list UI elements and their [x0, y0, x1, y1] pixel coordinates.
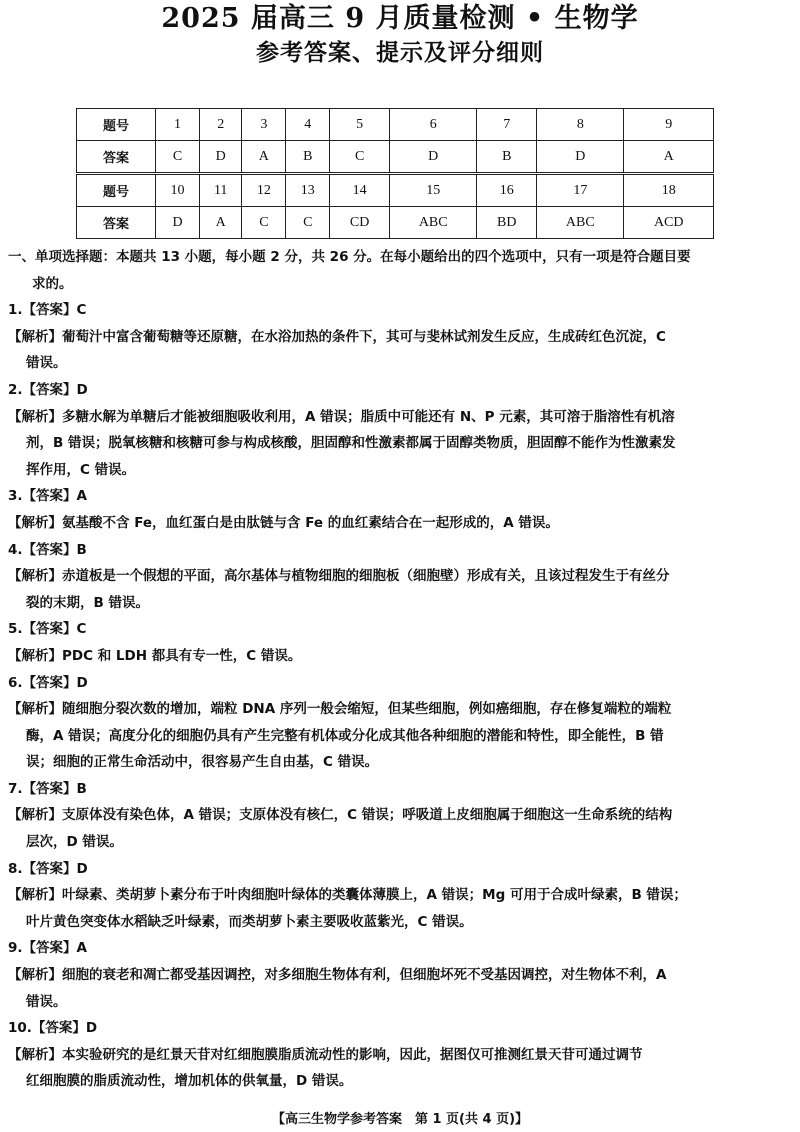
row-label: 答案 [77, 141, 156, 174]
table-cell-number: 1 [156, 109, 200, 141]
explanation-line: 层次，D 错误。 [26, 834, 123, 851]
answer-line: 3.【答案】A [8, 488, 87, 505]
table-cell-answer: B [477, 141, 537, 174]
page-subtitle: 参考答案、提示及评分细则 [256, 39, 544, 66]
table-cell-answer: D [156, 207, 200, 239]
answer-line: 4.【答案】B [8, 541, 87, 558]
explanation-line: 【解析】随细胞分裂次数的增加，端粒 DNA 序列一般会缩短，但某些细胞，例如癌细胞，存在修复端粒的端粒 [8, 701, 672, 718]
explanation-line: 误；细胞的正常生命活动中，很容易产生自由基，C 错误。 [26, 754, 379, 771]
explanation-line: 错误。 [26, 993, 67, 1010]
answer-line: 8.【答案】D [8, 860, 88, 877]
table-cell-answer: ABC [537, 207, 624, 239]
content [8, 244, 784, 1095]
table-cell-answer: C [156, 141, 200, 174]
table-cell-number: 15 [390, 174, 477, 207]
page-title: 2025 届高三 9 月质量检测 • 生物学 [161, 3, 639, 34]
explanation-line: 裂的末期，B 错误。 [26, 594, 149, 611]
explanation-line: 红细胞膜的脂质流动性，增加机体的供氧量，D 错误。 [26, 1073, 353, 1090]
table-cell-answer: ABC [390, 207, 477, 239]
explanation-line: 【解析】多糖水解为单糖后才能被细胞吸收利用，A 错误；脂质中可能还有 N、P 元素，其可溶于脂溶性有机溶 [8, 408, 675, 425]
table-cell-answer: D [390, 141, 477, 174]
table-cell-number: 7 [477, 109, 537, 141]
table-cell-number: 9 [624, 109, 714, 141]
table-cell-answer: A [242, 141, 286, 174]
table-cell-answer: D [200, 141, 242, 174]
table-cell-answer: BD [477, 207, 537, 239]
table-cell-answer: ACD [624, 207, 714, 239]
row-label: 答案 [77, 207, 156, 239]
row-label: 题号 [77, 174, 156, 207]
table-cell-number: 17 [537, 174, 624, 207]
answer-line: 2.【答案】D [8, 381, 88, 398]
explanation-line: 叶片黄色突变体水稻缺乏叶绿素，而类胡萝卜素主要吸收蓝紫光，C 错误。 [26, 913, 473, 930]
table-cell-answer: B [286, 141, 330, 174]
explanation-line: 【解析】支原体没有染色体，A 错误；支原体没有核仁，C 错误；呼吸道上皮细胞属于细胞这一生命系统的结构 [8, 807, 673, 824]
section-heading-cont: 求的。 [32, 275, 73, 292]
table-cell-answer: D [537, 141, 624, 174]
table-cell-answer: A [200, 207, 242, 239]
answer-table [76, 108, 714, 239]
table-cell-number: 18 [624, 174, 714, 207]
table-cell-answer: CD [330, 207, 390, 239]
explanation-line: 酶，A 错误；高度分化的细胞仍具有产生完整有机体或分化成其他各种细胞的潜能和特性，即全能性，B 错 [26, 727, 664, 744]
explanation-line: 剂，B 错误；脱氧核糖和核糖可参与构成核酸，胆固醇和性激素都属于固醇类物质，胆固醇不能作为性激素发 [26, 435, 676, 452]
table-cell-number: 5 [330, 109, 390, 141]
answer-line: 9.【答案】A [8, 940, 87, 957]
answer-line: 1.【答案】C [8, 302, 87, 319]
explanation-line: 【解析】葡萄汁中富含葡萄糖等还原糖，在水浴加热的条件下，其可与斐林试剂发生反应，生成砖红色沉淀，C [8, 328, 666, 345]
answer-line: 10.【答案】D [8, 1020, 98, 1037]
table-cell-answer: C [242, 207, 286, 239]
explanation-line: 错误。 [26, 355, 67, 372]
explanation-line: 挥作用，C 错误。 [26, 461, 136, 478]
table-cell-number: 10 [156, 174, 200, 207]
table-row [77, 207, 714, 239]
row-label: 题号 [77, 109, 156, 141]
answer-line: 5.【答案】C [8, 621, 87, 638]
table-cell-answer: A [624, 141, 714, 174]
table-cell-number: 3 [242, 109, 286, 141]
item-list [8, 297, 784, 1095]
table-cell-answer: C [286, 207, 330, 239]
table-cell-number: 2 [200, 109, 242, 141]
table-row [77, 109, 714, 141]
answer-line: 7.【答案】B [8, 780, 87, 797]
table-cell-number: 16 [477, 174, 537, 207]
table-cell-answer: C [330, 141, 390, 174]
table-cell-number: 13 [286, 174, 330, 207]
table-row [77, 174, 714, 207]
explanation-line: 【解析】细胞的衰老和凋亡都受基因调控，对多细胞生物体有利，但细胞坏死不受基因调控，对生物体不利，A [8, 967, 667, 984]
table-row [77, 141, 714, 174]
explanation-line: 【解析】本实验研究的是红景天苷对红细胞膜脂质流动性的影响，因此，据图仅可推测红景天苷可通过调节 [8, 1046, 643, 1063]
explanation-line: 【解析】赤道板是一个假想的平面，高尔基体与植物细胞的细胞板（细胞壁）形成有关，且该过程发生于有丝分 [8, 568, 670, 585]
table-cell-number: 12 [242, 174, 286, 207]
table-cell-number: 6 [390, 109, 477, 141]
explanation-line: 【解析】氨基酸不含 Fe，血红蛋白是由肽链与含 Fe 的血红素结合在一起形成的，A 错误。 [8, 514, 559, 531]
explanation-line: 【解析】叶绿素、类胡萝卜素分布于叶肉细胞叶绿体的类囊体薄膜上，A 错误；Mg 可用于合成叶绿素，B 错误； [8, 887, 687, 904]
page-footer: 【高三生物学参考答案 第 1 页(共 4 页)】 [271, 1112, 529, 1127]
table-cell-number: 4 [286, 109, 330, 141]
table-cell-number: 14 [330, 174, 390, 207]
table-cell-number: 11 [200, 174, 242, 207]
answer-line: 6.【答案】D [8, 674, 88, 691]
explanation-line: 【解析】PDC 和 LDH 都具有专一性，C 错误。 [8, 647, 302, 664]
table-cell-number: 8 [537, 109, 624, 141]
section-heading: 一、单项选择题：本题共 13 小题，每小题 2 分，共 26 分。在每小题给出的四个选项中，只有一项是符合题目要 [8, 249, 691, 265]
